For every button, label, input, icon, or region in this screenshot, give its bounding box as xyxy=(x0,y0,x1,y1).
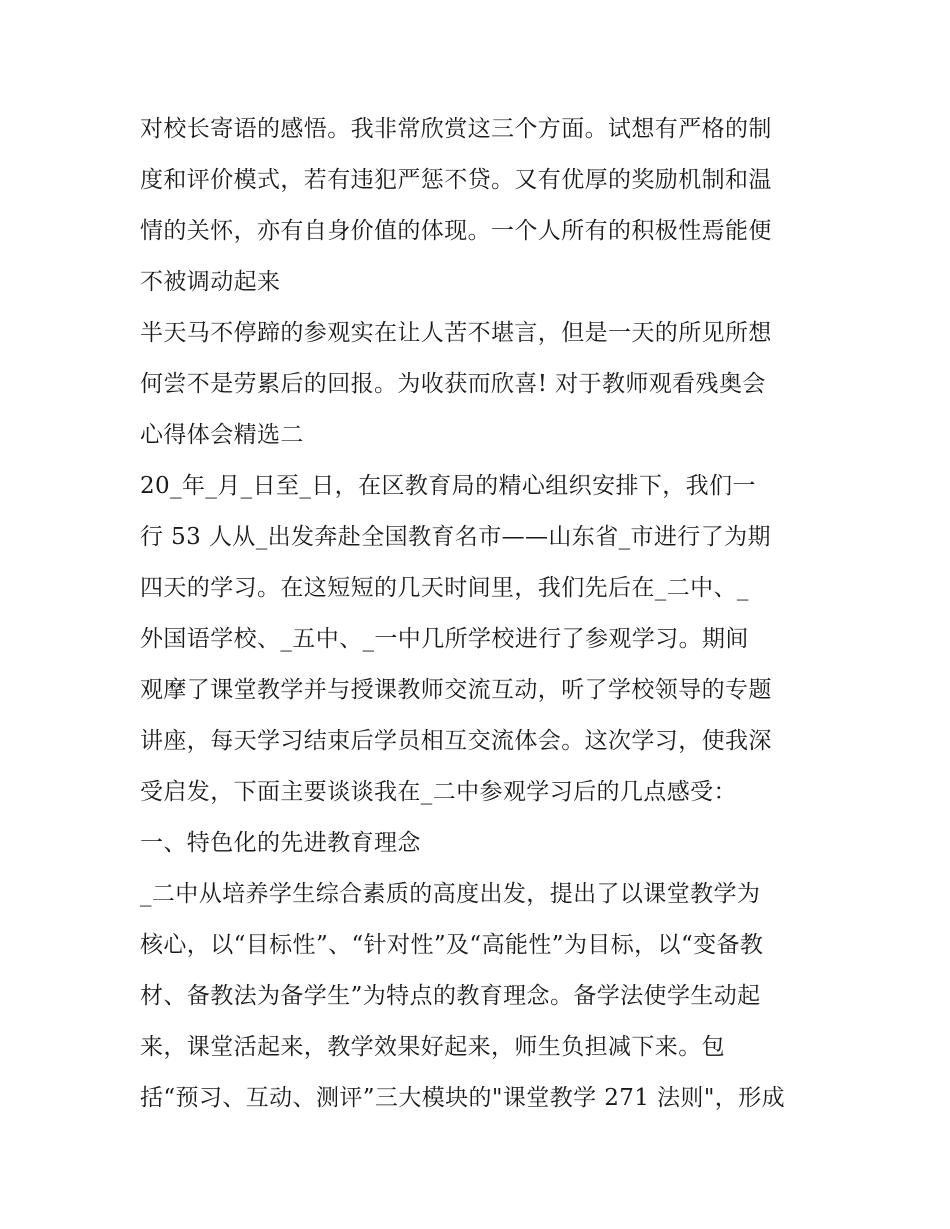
text-line: 核心，以“目标性”、“针对性”及“高能性”为目标，以“变备教 xyxy=(140,932,764,958)
text-line: 四天的学习。在这短短的几天时间里，我们先后在_二中、_ xyxy=(140,575,749,601)
text-line: 外国语学校、_五中、_一中几所学校进行了参观学习。期间 xyxy=(140,626,749,652)
text-line: 括“预习、互动、测评”三大模块的"课堂教学 271 法则"，形成 xyxy=(140,1085,785,1111)
section-heading: 一、特色化的先进教育理念 xyxy=(140,830,421,856)
text-line: 观摩了课堂教学并与授课教师交流互动，听了学校领导的专题 xyxy=(140,677,772,703)
text-line: 20_年_月_日至_日，在区教育局的精心组织安排下，我们一 xyxy=(140,473,756,499)
text-line: _二中从培养学生综合素质的高度出发，提出了以课堂教学为 xyxy=(140,881,761,907)
text-line: 情的关怀，亦有自身价值的体现。一个人所有的积极性焉能便 xyxy=(140,218,772,244)
text-line: 材、备教法为备学生”为特点的教育理念。备学法使学生动起 xyxy=(140,983,761,1009)
text-line: 何尝不是劳累后的回报。为收获而欣喜! 对于教师观看残奥会 xyxy=(140,371,766,397)
text-line: 来，课堂活起来，教学效果好起来，师生负担减下来。包 xyxy=(140,1034,725,1060)
text-line: 度和评价模式，若有违犯严惩不贷。又有优厚的奖励机制和温 xyxy=(140,167,772,193)
text-line: 受启发，下面主要谈谈我在_二中参观学习后的几点感受： xyxy=(140,779,737,805)
text-line: 对校长寄语的感悟。我非常欣赏这三个方面。试想有严格的制 xyxy=(140,116,772,142)
text-line: 讲座，每天学习结束后学员相互交流体会。这次学习，使我深 xyxy=(140,728,772,754)
text-line: 不被调动起来 xyxy=(140,269,281,295)
document-body xyxy=(140,104,820,1124)
section-heading: 心得体会精选二 xyxy=(140,422,304,448)
text-line: 行 53 人从_出发奔赴全国教育名市——山东省_市进行了为期 xyxy=(140,524,771,550)
text-line: 半天马不停蹄的参观实在让人苦不堪言，但是一天的所见所想 xyxy=(140,320,772,346)
